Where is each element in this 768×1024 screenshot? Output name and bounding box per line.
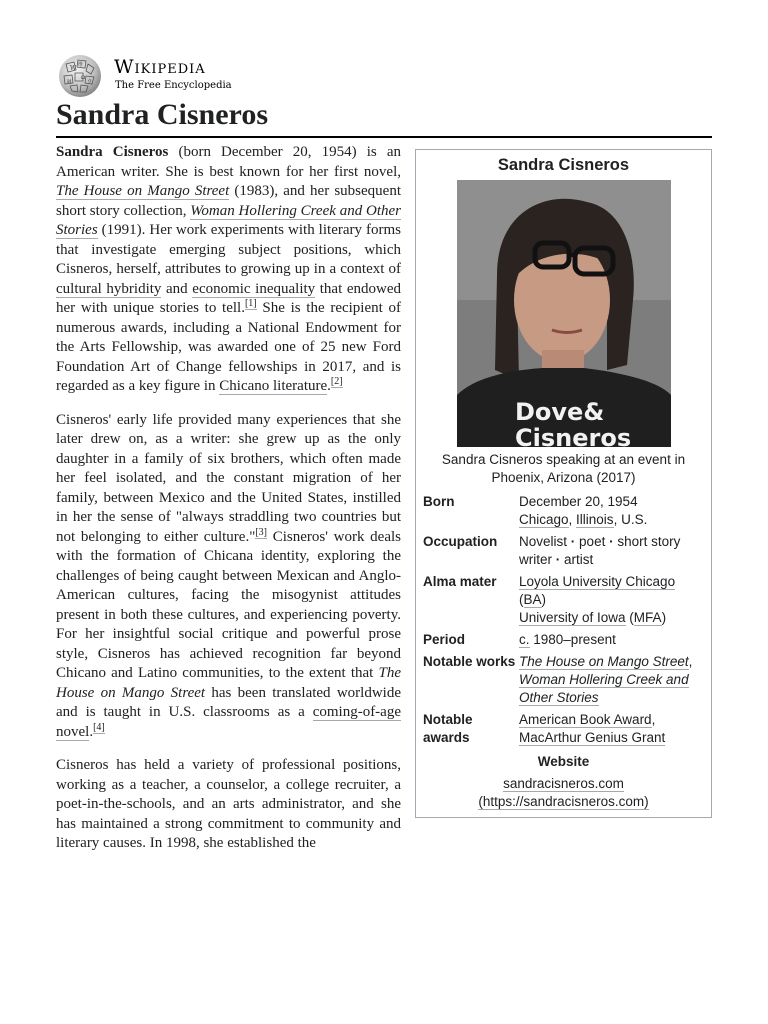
infobox-row-alma-mater xyxy=(419,573,708,627)
portrait-photo[interactable] xyxy=(457,180,671,447)
article-content xyxy=(56,143,712,854)
svg-text:维: 维 xyxy=(78,62,84,68)
period-range: 1980–present xyxy=(529,632,616,647)
period-value xyxy=(519,631,708,649)
website-label: Website xyxy=(537,754,590,769)
svg-text:ウ: ウ xyxy=(87,79,93,85)
occupation-label: Occupation xyxy=(423,534,498,549)
infobox-row-occupation xyxy=(419,533,708,569)
page-title: Sandra Cisneros xyxy=(56,98,712,138)
citation-3[interactable]: [3] xyxy=(255,526,268,538)
cultural-hybridity-link[interactable]: cultural hybridity xyxy=(56,280,162,297)
infobox-row-notable-awards xyxy=(419,711,708,747)
born-date: December 20, 1954 xyxy=(519,494,638,509)
citation-1[interactable]: [1] xyxy=(244,298,257,309)
shirt-text-2: Cisneros xyxy=(514,424,631,447)
infobox-row-born xyxy=(419,493,708,529)
award-1-link[interactable]: American Book Award xyxy=(519,712,652,727)
wikipedia-logo[interactable] xyxy=(56,52,712,98)
work-1-link[interactable]: The House on Mango Street xyxy=(519,654,689,669)
text: (born December 20, 1954) is an American writer. She is best known for her first novel, xyxy=(56,144,401,180)
text: She is the recipient of numerous awards, including a National Endowment for the Arts Fellowship, was awarded one of 25 new Ford Foundation Art of Change fellowships in 2017, and is regarded as a key figure in xyxy=(56,300,402,394)
text: Cisneros' early life provided many experiences that she later drew on, as a writer: she grew up as the only daughter in a family of six brothers, which often made her feel isolated, and the constant migration of her family, between Mexico and the United States, instilled in her the sense of "always straddling two countries but not belonging to either culture." xyxy=(56,411,401,545)
notable-works-value: The House on Mango Street, Woman Hollering Creek and Other Stories xyxy=(519,654,693,705)
alma-1-degree-link[interactable]: BA xyxy=(523,592,542,607)
svg-text:W: W xyxy=(70,65,77,72)
born-label: Born xyxy=(423,494,455,509)
period-label: Period xyxy=(423,632,466,647)
text: (1991). Her work experiments with literary forms that investigate emerging subject positions, which Cisneros, herself, attributes to growing up in a context of xyxy=(56,222,401,277)
text: (1983), and her subsequent short story collection, xyxy=(56,183,401,219)
wikipedia-globe-icon xyxy=(56,54,104,98)
text: . xyxy=(327,378,331,394)
infobox xyxy=(415,149,712,818)
coming-of-age-novel-link[interactable]: coming-of-age novel xyxy=(56,704,401,740)
born-city-link[interactable]: Chicago xyxy=(519,512,569,527)
alma-1-link[interactable]: Loyola University Chicago xyxy=(519,574,676,589)
notable-awards-value: American Book Award, MacArthur Genius Grant xyxy=(519,712,666,745)
occupation-item: artist xyxy=(564,552,594,567)
text: has been translated worldwide and is taught in U.S. classrooms as a xyxy=(56,684,401,720)
wikipedia-tagline: The Free Encyclopedia xyxy=(115,80,232,91)
infobox-row-notable-works xyxy=(419,653,708,707)
website-row xyxy=(419,775,708,811)
circa-abbr[interactable]: c. xyxy=(519,632,530,647)
occupation-item: poet xyxy=(579,534,606,549)
born-state-link[interactable]: Illinois xyxy=(576,512,614,527)
citation-4[interactable]: [4] xyxy=(93,721,105,733)
alma-2-degree-link[interactable]: MFA xyxy=(633,610,662,625)
mango-street-link[interactable]: The House on Mango Street xyxy=(56,183,230,199)
text: and xyxy=(161,280,193,297)
alma-mater-value: Loyola University Chicago (BA) University of Iowa (MFA) xyxy=(519,574,676,625)
text: Cisneros has held a variety of professional positions, working as a teacher, a counselor, a college recruiter, a poet-in-the-schools, and an arts administrator, and she has maintained a strong commitment to community and literary causes. In 1998, she established the xyxy=(56,757,401,851)
alma-mater-label: Alma mater xyxy=(423,574,497,589)
photo-caption: Sandra Cisneros speaking at an event in Phoenix, Arizona (2017) xyxy=(441,452,686,485)
text: . xyxy=(89,723,94,740)
occupation-item: short story writer xyxy=(519,534,681,567)
born-value: December 20, 1954 Chicago, Illinois, U.S. xyxy=(519,494,648,527)
work-2-link[interactable]: Woman Hollering Creek and Other Stories xyxy=(519,672,689,705)
citation-2[interactable]: [2] xyxy=(330,376,343,387)
economic-inequality-link[interactable]: economic inequality xyxy=(192,280,316,297)
shirt-text-1: Dove& xyxy=(514,398,604,426)
website-link[interactable]: sandracisneros.com (https://sandracisneros.com) xyxy=(478,776,649,809)
occupation-item: Novelist xyxy=(519,534,568,549)
notable-works-label: Notable works xyxy=(423,654,516,669)
infobox-row-period xyxy=(419,631,708,649)
lead-subject: Sandra Cisneros xyxy=(56,144,169,160)
portrait-illustration xyxy=(457,180,671,447)
text: that endowed her with unique stories to tell. xyxy=(56,280,402,316)
svg-text:И: И xyxy=(67,79,72,85)
svg-text:Ω: Ω xyxy=(81,75,86,81)
occupation-value: Novelist · poet · short story writer · artist xyxy=(519,534,681,567)
notable-awards-label: Notable awards xyxy=(423,712,473,745)
infobox-title: Sandra Cisneros xyxy=(497,156,630,174)
article-page xyxy=(56,52,712,868)
born-country: , U.S. xyxy=(613,512,648,527)
chicano-literature-link[interactable]: Chicano literature xyxy=(219,378,328,394)
woman-hollering-link[interactable]: Woman Hollering Creek and Other Stories xyxy=(56,202,401,238)
wikipedia-wordmark: Wikipedia xyxy=(114,56,206,78)
text: Cisneros' work deals with the formation of Chicana identity, exploring the challenges of being caught between Mexican and Anglo-American cultures, facing the misogynist attitudes present in both these cultures, and experiencing poverty. For her insightful social critique and powerful prose style, Cisneros has achieved recognition far beyond Chicano and Latino communities, to the extent that xyxy=(56,528,401,681)
mango-street-title: The House on Mango Street xyxy=(56,665,401,701)
alma-2-link[interactable]: University of Iowa xyxy=(519,610,626,625)
award-2-link[interactable]: MacArthur Genius Grant xyxy=(519,730,666,745)
